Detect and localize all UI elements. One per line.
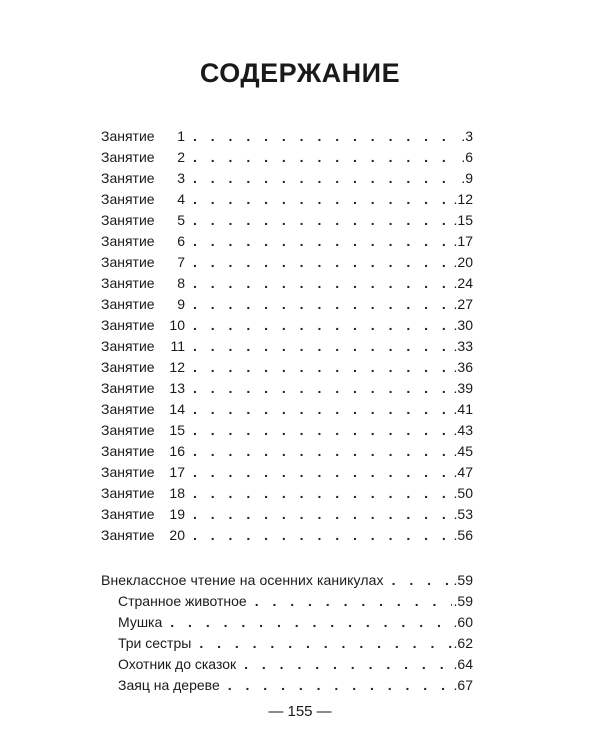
toc-entry-number: 13 (169, 380, 185, 396)
toc-entry-word: Занятие (101, 506, 155, 522)
toc-entry-word: Занятие (101, 422, 155, 438)
toc-entry-label (101, 147, 185, 168)
toc-entry-lesson-9[interactable] (101, 294, 473, 315)
toc-entry-page: .15 (453, 212, 473, 228)
toc-entry-word: Занятие (101, 149, 155, 165)
toc-entry-lesson-16[interactable] (101, 441, 473, 462)
toc-entry-label (101, 336, 185, 357)
toc-entry-label (101, 273, 185, 294)
dot-leader (193, 231, 452, 252)
toc-entry-page: .17 (453, 233, 473, 249)
dot-leader (193, 147, 459, 168)
toc-entry-story[interactable] (101, 591, 473, 612)
dot-leader (193, 399, 452, 420)
toc-entry-lesson-15[interactable] (101, 420, 473, 441)
toc-entry-word: Занятие (101, 317, 155, 333)
toc-entry-label (101, 483, 185, 504)
dot-leader (170, 612, 451, 633)
toc-entry-label (101, 504, 185, 525)
toc-entry-word: Занятие (101, 296, 155, 312)
dot-leader (193, 420, 452, 441)
toc-entry-story[interactable] (101, 675, 473, 696)
toc-entry-lesson-6[interactable] (101, 231, 473, 252)
toc-entry-number: 3 (177, 170, 185, 186)
toc-entry-lesson-19[interactable] (101, 504, 473, 525)
toc-entry-word: Занятие (101, 275, 155, 291)
dot-leader (228, 675, 452, 696)
dot-leader (193, 357, 452, 378)
page-title: СОДЕРЖАНИЕ (199, 58, 401, 88)
toc-entry-number: 11 (170, 338, 185, 354)
toc-entry-word: Занятие (101, 527, 155, 543)
dot-leader (193, 126, 459, 147)
toc-entry-lesson-17[interactable] (101, 462, 473, 483)
toc-entry-page: .33 (453, 338, 473, 354)
toc-entry-label (101, 378, 185, 399)
toc-entry-page: .43 (453, 422, 473, 438)
toc-entry-label: Заяц на дереве (118, 677, 220, 693)
dot-leader (193, 252, 452, 273)
toc-entry-word: Занятие (101, 380, 155, 396)
dot-leader (244, 654, 451, 675)
toc-entry-label (101, 231, 185, 252)
toc-entry-label: Охотник до сказок (118, 656, 237, 672)
toc-entry-number: 12 (169, 359, 185, 375)
toc-entry-lesson-1[interactable] (101, 126, 473, 147)
toc-entry-word: Занятие (101, 359, 155, 375)
dot-leader (392, 570, 452, 591)
dot-leader (193, 483, 452, 504)
toc-entry-page: .36 (453, 359, 473, 375)
toc-entry-label (101, 399, 185, 420)
toc-entry-lesson-11[interactable] (101, 336, 473, 357)
toc-entry-number: 16 (169, 443, 185, 459)
toc-entry-word: Занятие (101, 338, 155, 354)
toc-entry-label (101, 126, 185, 147)
dot-leader (193, 210, 452, 231)
dot-leader (199, 633, 451, 654)
toc-entry-number: 10 (169, 317, 185, 333)
toc-extra-reading-list (101, 570, 473, 696)
toc-entry-page: .67 (453, 677, 473, 693)
toc-entry-word: Занятие (101, 401, 155, 417)
toc-entry-story[interactable] (101, 633, 473, 654)
toc-entry-word: Занятие (101, 254, 155, 270)
toc-entry-number: 4 (177, 191, 185, 207)
toc-entry-label (101, 315, 185, 336)
toc-entry-extra-heading[interactable] (101, 570, 473, 591)
toc-entry-page: .62 (453, 635, 473, 651)
toc-entry-page: .60 (453, 614, 473, 630)
toc-entry-lesson-20[interactable] (101, 525, 473, 546)
toc-entry-page: .3 (461, 128, 473, 144)
dot-leader (193, 168, 459, 189)
toc-entry-number: 2 (177, 149, 185, 165)
toc-entry-page: .64 (453, 656, 473, 672)
toc-entry-word: Занятие (101, 191, 155, 207)
toc-entry-lesson-7[interactable] (101, 252, 473, 273)
toc-entry-label (101, 462, 185, 483)
toc-entry-number: 9 (177, 296, 185, 312)
toc-entry-story[interactable] (101, 654, 473, 675)
toc-entry-word: Занятие (101, 170, 155, 186)
dot-leader (193, 462, 452, 483)
toc-entry-lesson-5[interactable] (101, 210, 473, 231)
dot-leader (193, 504, 452, 525)
toc-entry-lesson-13[interactable] (101, 378, 473, 399)
dot-leader (193, 294, 452, 315)
toc-entry-label (101, 210, 185, 231)
toc-entry-page: .27 (453, 296, 473, 312)
dot-leader (193, 189, 452, 210)
toc-entry-page: .9 (461, 170, 473, 186)
toc-entry-page: .59 (453, 572, 473, 588)
toc-entry-page: .6 (461, 149, 473, 165)
toc-entry-page: .20 (453, 254, 473, 270)
toc-entry-story[interactable] (101, 612, 473, 633)
toc-entry-page: .24 (453, 275, 473, 291)
toc-entry-number: 6 (177, 233, 185, 249)
toc-entry-lesson-12[interactable] (101, 357, 473, 378)
dot-leader (193, 315, 452, 336)
toc-entry-number: 1 (177, 128, 185, 144)
page-number: — 155 — (268, 703, 332, 720)
toc-entry-page: .45 (453, 443, 473, 459)
dot-leader (255, 591, 452, 612)
toc-entry-number: 20 (169, 527, 185, 543)
toc-entry-word: Занятие (101, 485, 155, 501)
toc-entry-label (101, 357, 185, 378)
toc-entry-number: 5 (177, 212, 185, 228)
toc-entry-number: 17 (169, 464, 185, 480)
toc-entry-lesson-10[interactable] (101, 315, 473, 336)
toc-entry-page: .12 (453, 191, 473, 207)
toc-entry-label: Внеклассное чтение на осенних каникулах (101, 572, 384, 588)
toc-entry-lesson-8[interactable] (101, 273, 473, 294)
toc-entry-label (101, 525, 185, 546)
toc-lessons-list (101, 126, 473, 546)
toc-entry-page: .50 (453, 485, 473, 501)
toc-entry-number: 14 (169, 401, 185, 417)
toc-entry-word: Занятие (101, 212, 155, 228)
toc-entry-word: Занятие (101, 443, 155, 459)
toc-entry-label (101, 441, 185, 462)
toc-entry-page: .59 (453, 593, 473, 609)
toc-entry-number: 15 (169, 422, 185, 438)
toc-entry-number: 8 (177, 275, 185, 291)
toc-entry-label: Мушка (118, 614, 163, 630)
toc-entry-page: .47 (453, 464, 473, 480)
toc-entry-number: 7 (177, 254, 185, 270)
toc-entry-label (101, 189, 185, 210)
toc-entry-page: .53 (453, 506, 473, 522)
toc-entry-page: .30 (453, 317, 473, 333)
toc-entry-label: Три сестры (118, 635, 192, 651)
toc-entry-label (101, 294, 185, 315)
toc-entry-word: Занятие (101, 233, 155, 249)
toc-entry-lesson-14[interactable] (101, 399, 473, 420)
toc-entry-page: .56 (453, 527, 473, 543)
toc-entry-number: 18 (169, 485, 185, 501)
toc-entry-word: Занятие (101, 128, 155, 144)
dot-leader (193, 336, 452, 357)
toc-entry-label: Странное животное (118, 593, 247, 609)
toc-entry-lesson-18[interactable] (101, 483, 473, 504)
toc-entry-label (101, 252, 185, 273)
toc-entry-word: Занятие (101, 464, 155, 480)
toc-entry-number: 19 (169, 506, 185, 522)
toc-entry-lesson-4[interactable] (101, 189, 473, 210)
toc-entry-label (101, 420, 185, 441)
toc-entry-page: .41 (453, 401, 473, 417)
toc-entry-page: .39 (453, 380, 473, 396)
toc-entry-label (101, 168, 185, 189)
dot-leader (193, 273, 452, 294)
toc-entry-lesson-3[interactable] (101, 168, 473, 189)
dot-leader (193, 378, 452, 399)
dot-leader (193, 441, 452, 462)
dot-leader (193, 525, 452, 546)
toc-entry-lesson-2[interactable] (101, 147, 473, 168)
